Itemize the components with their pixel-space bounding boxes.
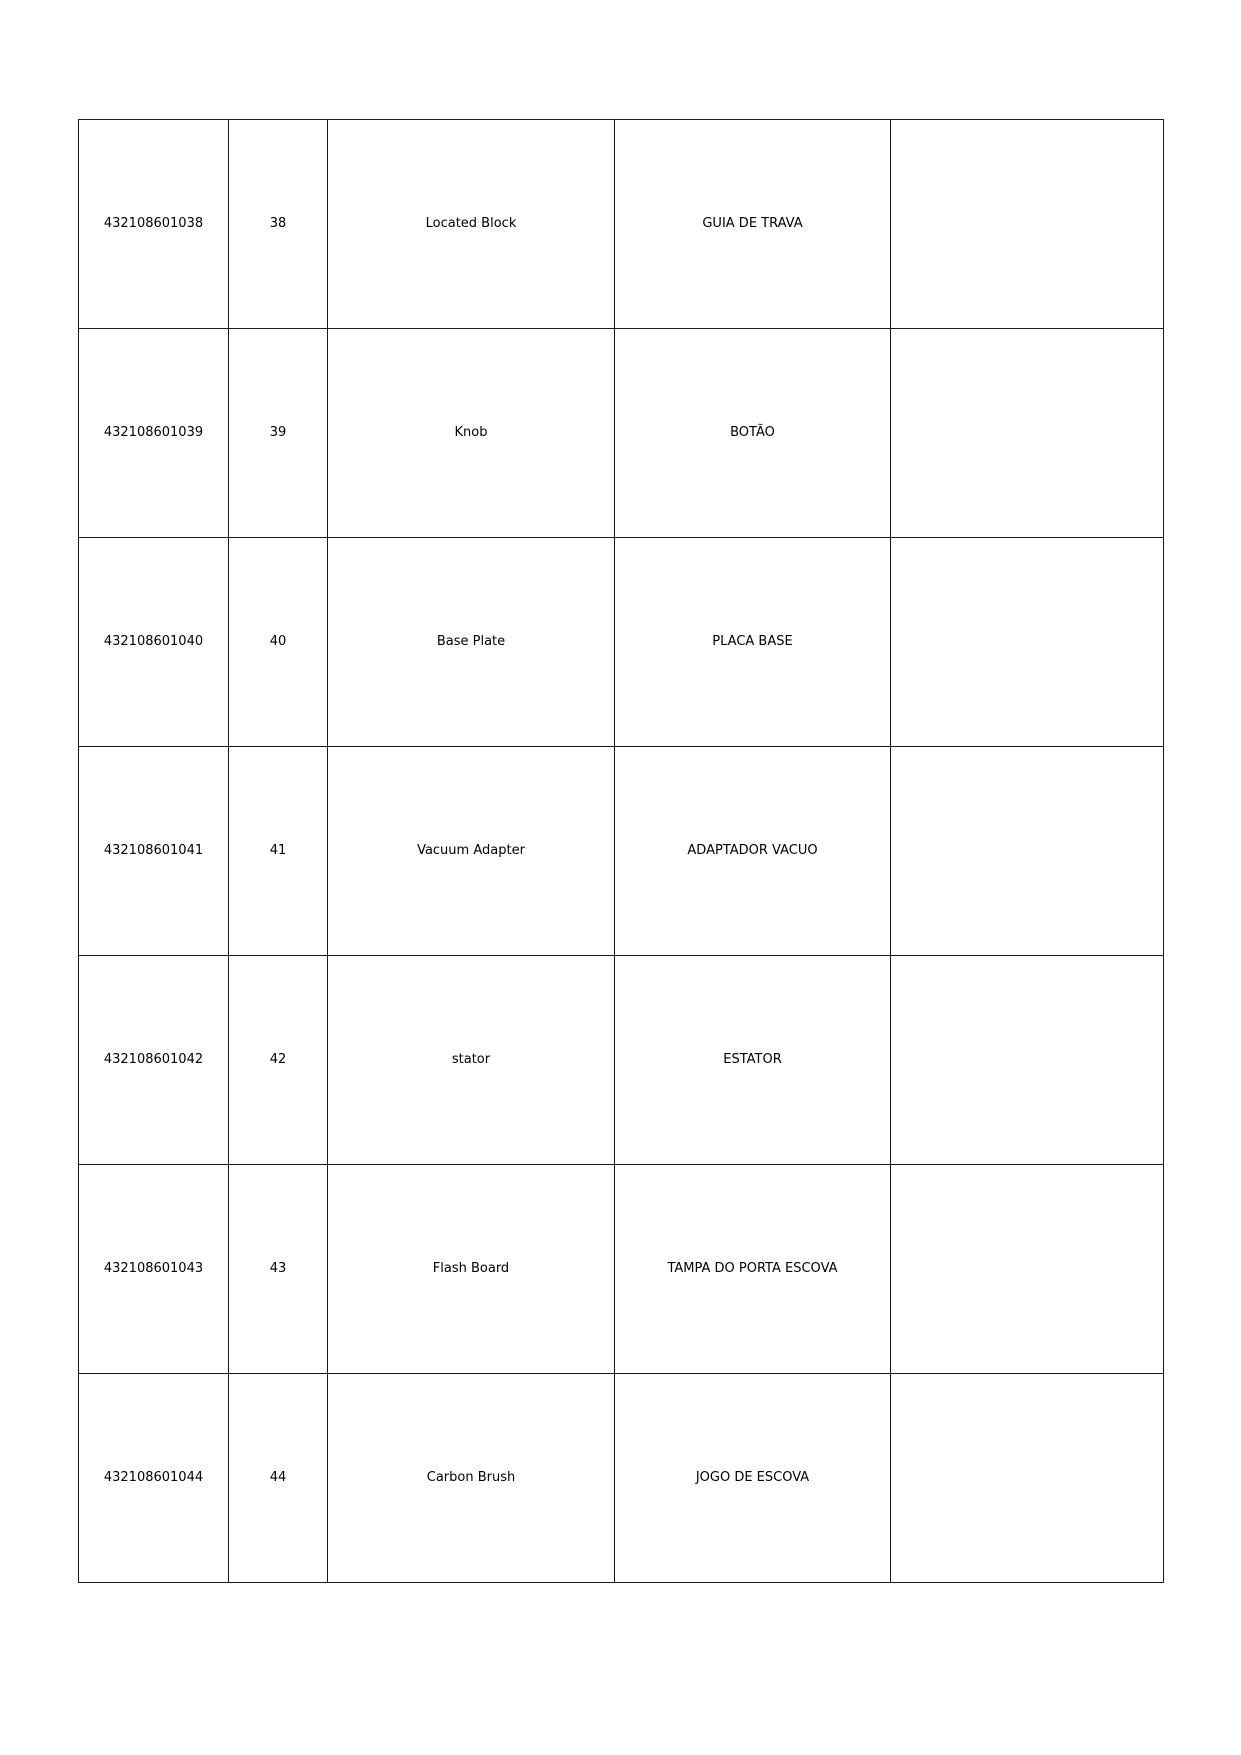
portuguese-name-cell: JOGO DE ESCOVA bbox=[615, 1374, 891, 1583]
item-number-cell: 39 bbox=[229, 329, 328, 538]
table-row bbox=[79, 538, 1164, 747]
item-number-cell: 38 bbox=[229, 120, 328, 329]
table-row bbox=[79, 956, 1164, 1165]
portuguese-name-cell: GUIA DE TRAVA bbox=[615, 120, 891, 329]
item-number-cell: 44 bbox=[229, 1374, 328, 1583]
portuguese-name-cell: TAMPA DO PORTA ESCOVA bbox=[615, 1165, 891, 1374]
item-number-cell: 42 bbox=[229, 956, 328, 1165]
table-row bbox=[79, 747, 1164, 956]
part-code-cell: 432108601038 bbox=[79, 120, 229, 329]
portuguese-name-cell: ADAPTADOR VACUO bbox=[615, 747, 891, 956]
portuguese-name-cell: ESTATOR bbox=[615, 956, 891, 1165]
part-code-cell: 432108601039 bbox=[79, 329, 229, 538]
item-number-cell: 41 bbox=[229, 747, 328, 956]
empty-cell bbox=[891, 329, 1164, 538]
parts-table bbox=[78, 119, 1164, 1583]
empty-cell bbox=[891, 1374, 1164, 1583]
english-name-cell: Located Block bbox=[328, 120, 615, 329]
item-number-cell: 40 bbox=[229, 538, 328, 747]
english-name-cell: stator bbox=[328, 956, 615, 1165]
part-code-cell: 432108601040 bbox=[79, 538, 229, 747]
empty-cell bbox=[891, 747, 1164, 956]
english-name-cell: Flash Board bbox=[328, 1165, 615, 1374]
part-code-cell: 432108601044 bbox=[79, 1374, 229, 1583]
table-row bbox=[79, 120, 1164, 329]
empty-cell bbox=[891, 120, 1164, 329]
table-row bbox=[79, 1374, 1164, 1583]
english-name-cell: Base Plate bbox=[328, 538, 615, 747]
english-name-cell: Vacuum Adapter bbox=[328, 747, 615, 956]
english-name-cell: Carbon Brush bbox=[328, 1374, 615, 1583]
empty-cell bbox=[891, 538, 1164, 747]
portuguese-name-cell: BOTÃO bbox=[615, 329, 891, 538]
table-row bbox=[79, 1165, 1164, 1374]
table-row bbox=[79, 329, 1164, 538]
english-name-cell: Knob bbox=[328, 329, 615, 538]
empty-cell bbox=[891, 1165, 1164, 1374]
part-code-cell: 432108601042 bbox=[79, 956, 229, 1165]
portuguese-name-cell: PLACA BASE bbox=[615, 538, 891, 747]
part-code-cell: 432108601041 bbox=[79, 747, 229, 956]
empty-cell bbox=[891, 956, 1164, 1165]
item-number-cell: 43 bbox=[229, 1165, 328, 1374]
part-code-cell: 432108601043 bbox=[79, 1165, 229, 1374]
